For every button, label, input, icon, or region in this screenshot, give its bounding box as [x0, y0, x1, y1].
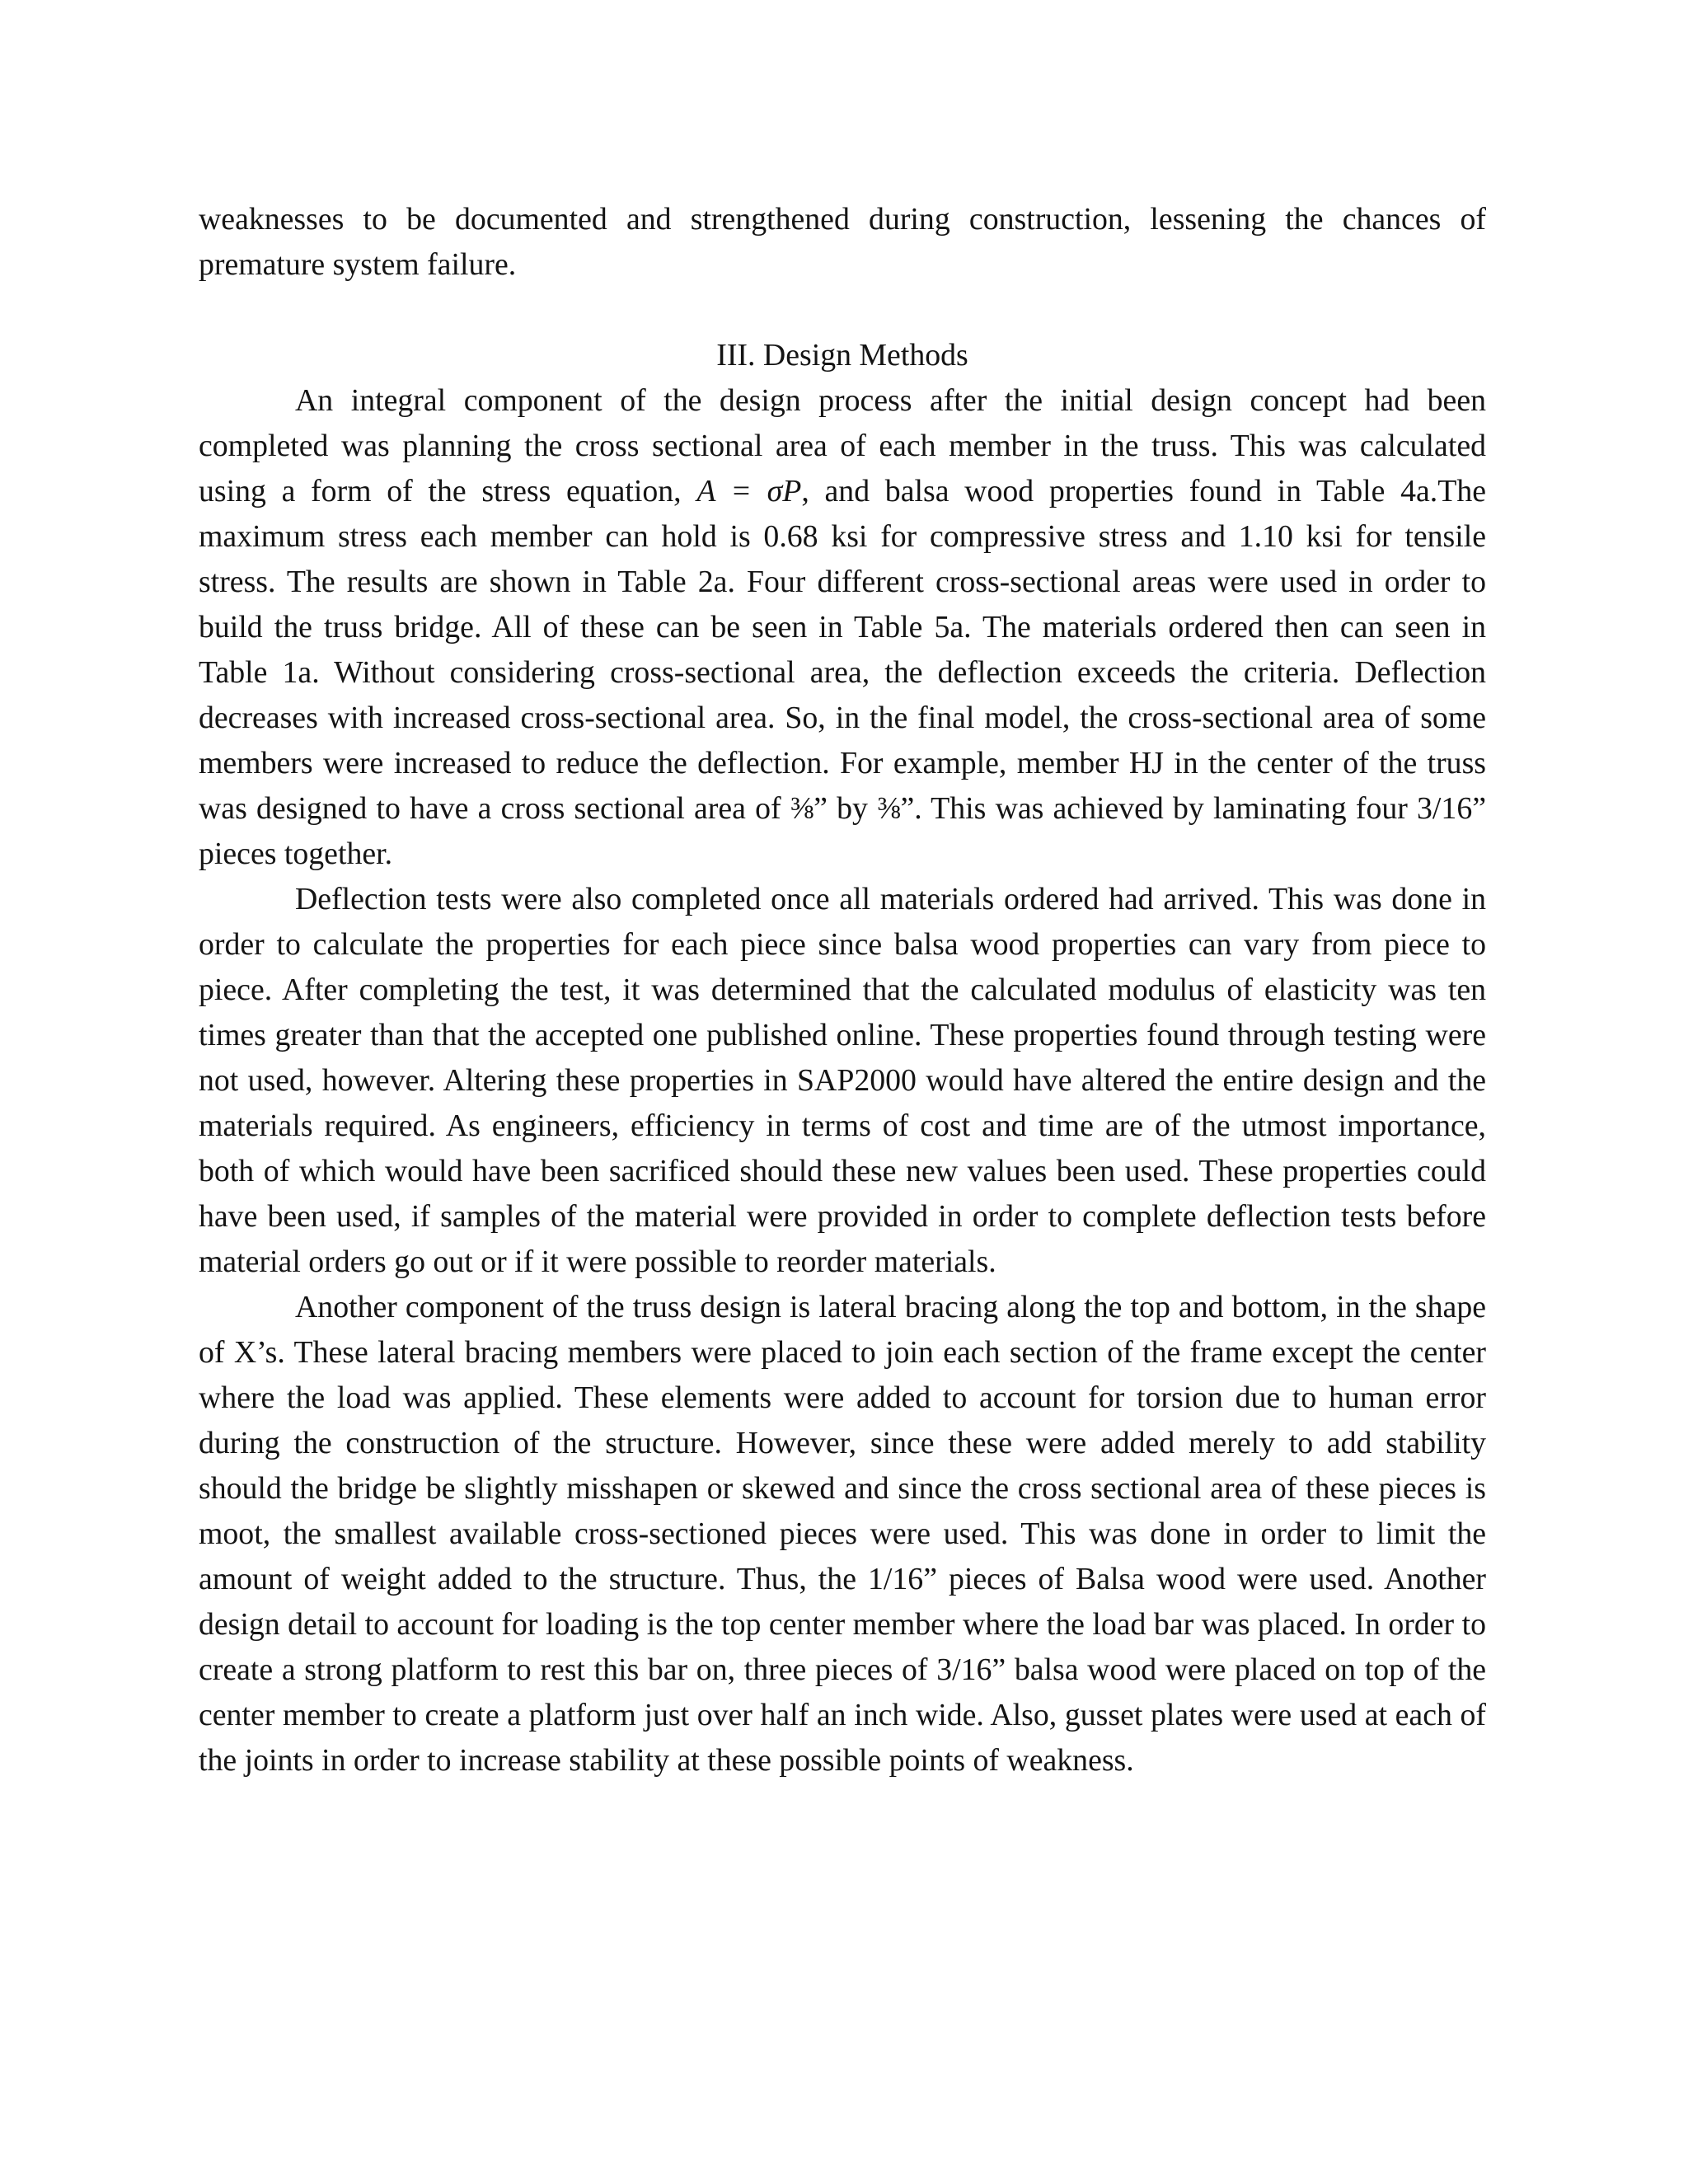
paragraph-continued: weaknesses to be documented and strengthened during construction, lessening the chances of premature system failure. — [199, 202, 1486, 282]
paragraph-text: An integral component of the design process after the initial design concept had been completed was planning the cross sectional area of each member in the truss. This was calculated using a form of the stress equation, — [199, 383, 1486, 509]
section-heading: III. Design Methods — [716, 338, 968, 373]
stress-equation: A = σP — [696, 474, 802, 509]
paragraph-lateral-bracing: Another component of the truss design is lateral bracing along the top and bottom, in the shape of X’s. These lateral bracing members were placed to join each section of the frame except the center where the load was applied. These elements were added to account for torsion due to human error during the construction of the structure. However, since these were added merely to add stability should the bridge be slightly misshapen or skewed and since the cross sectional area of these pieces is moot, the smallest available cross-sectioned pieces were used. This was done in order to limit the amount of weight added to the structure. Thus, the 1/16” pieces of Balsa wood were used. Another design detail to account for loading is the top center member where the load bar was placed. In order to create a strong platform to rest this bar on, three pieces of 3/16” balsa wood were placed on top of the center member to create a platform just over half an inch wide. Also, gusset plates were used at each of the joints in order to increase stability at these possible points of weakness. — [199, 1290, 1486, 1778]
paragraph-text: , and balsa wood properties found in Table 4a.The maximum stress each member can hold is 0.68 ksi for compressive stress and 1.10 ksi for tensile stress. The results are shown in Table 2a. Four different cross-sectional areas were used in order to build the truss bridge. All of these can be seen in Table 5a. The materials ordered then can seen in Table 1a. Without considering cross-sectional area, the deflection exceeds the criteria. Deflection decreases with increased cross-sectional area. So, in the final model, the cross-sectional area of some members were increased to reduce the deflection. For example, member HJ in the center of the truss was designed to have a cross sectional area of ⅜” by ⅜”. This was achieved by laminating four 3/16” pieces together. — [199, 474, 1486, 871]
body-text — [199, 197, 1486, 1783]
paragraph-deflection-tests: Deflection tests were also completed once all materials ordered had arrived. This was done in order to calculate the properties for each piece since balsa wood properties can vary from piece to piece. After completing the test, it was determined that the calculated modulus of elasticity was ten times greater than that the accepted one published online. These properties found through testing were not used, however. Altering these properties in SAP2000 would have altered the entire design and the materials required. As engineers, efficiency in terms of cost and time are of the utmost importance, both of which would have been sacrificed should these new values been used. These properties could have been used, if samples of the material were provided in order to complete deflection tests before material orders go out or if it were possible to reorder materials. — [199, 882, 1486, 1279]
section-gap — [199, 288, 1486, 333]
paragraph-cross-section — [199, 378, 1486, 877]
